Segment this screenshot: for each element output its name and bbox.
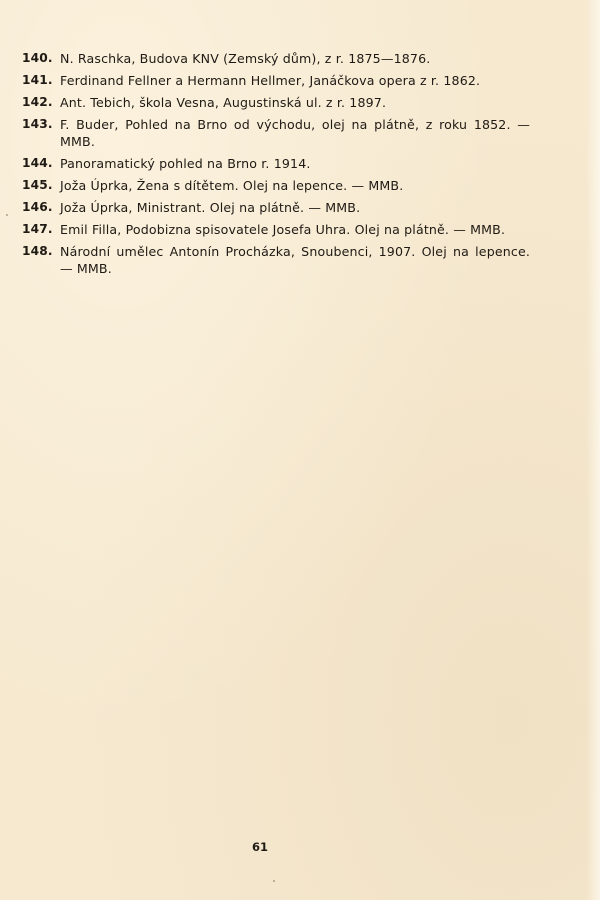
caption-item: [20, 116, 530, 150]
caption-item: [20, 177, 530, 194]
caption-number: 142.: [22, 95, 53, 109]
page-number: 61: [251, 840, 268, 854]
caption-text: Ferdinand Fellner a Hermann Hellmer, Janáčkova opera z r. 1862.: [60, 73, 481, 88]
caption-list: [20, 50, 530, 282]
caption-item: [20, 155, 530, 172]
caption-number: 144.: [22, 156, 53, 170]
paper-speck: [500, 252, 501, 255]
caption-number: 148.: [22, 244, 53, 258]
caption-number: 147.: [22, 222, 53, 236]
caption-number: 145.: [22, 178, 53, 192]
paper-speck: [273, 880, 275, 882]
caption-number: 143.: [22, 117, 53, 131]
paper-speck: [6, 214, 8, 216]
caption-text: F. Buder, Pohled na Brno od východu, olej na plátně, z roku 1852. — MMB.: [60, 117, 530, 149]
caption-text: N. Raschka, Budova KNV (Zemský dům), z r. 1875—1876.: [60, 51, 431, 66]
caption-item: [20, 50, 530, 67]
caption-text: Národní umělec Antonín Procházka, Snoubenci, 1907. Olej na lepence. — MMB.: [60, 244, 530, 276]
caption-number: 140.: [22, 51, 53, 65]
caption-item: [20, 72, 530, 89]
caption-item: [20, 199, 530, 216]
caption-number: 141.: [22, 73, 53, 87]
caption-text: Panoramatický pohled na Brno r. 1914.: [60, 156, 311, 171]
caption-number: 146.: [22, 200, 53, 214]
caption-item: [20, 94, 530, 111]
caption-text: Joža Úprka, Žena s dítětem. Olej na lepence. — MMB.: [60, 178, 404, 193]
caption-item: [20, 221, 530, 238]
page-edge: [586, 0, 600, 900]
caption-item: [20, 243, 530, 277]
caption-text: Joža Úprka, Ministrant. Olej na plátně. — MMB.: [60, 200, 361, 215]
caption-text: Emil Filla, Podobizna spisovatele Josefa Uhra. Olej na plátně. — MMB.: [60, 222, 506, 237]
caption-text: Ant. Tebich, škola Vesna, Augustinská ul. z r. 1897.: [60, 95, 387, 110]
